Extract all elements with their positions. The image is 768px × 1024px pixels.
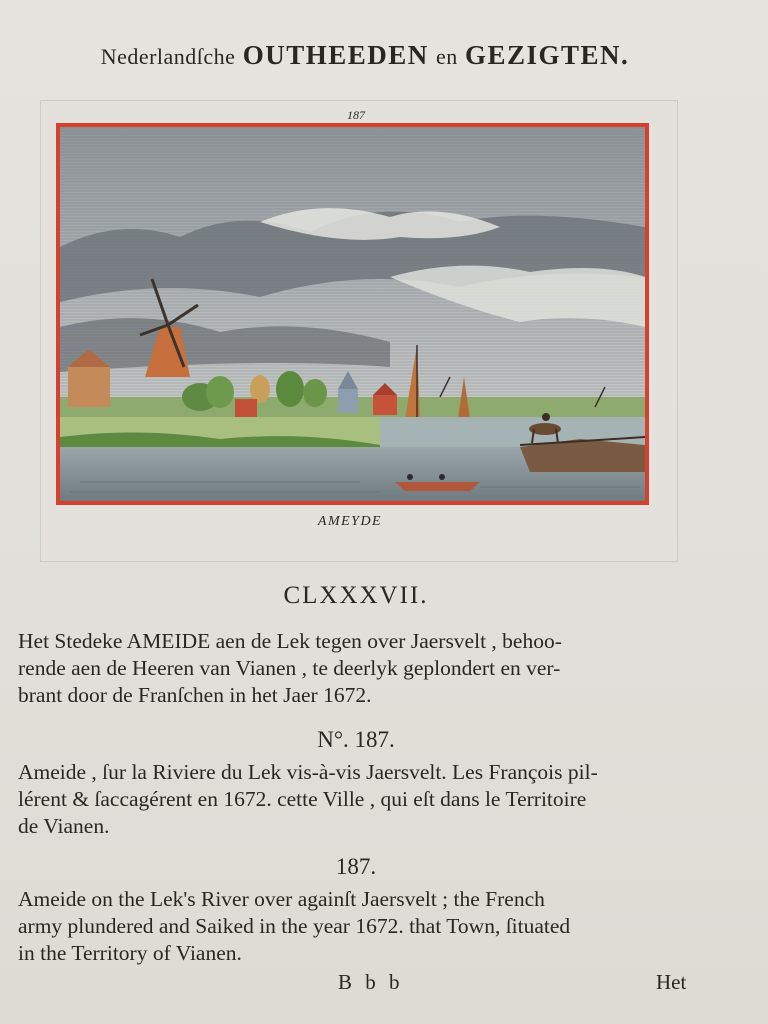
header-word-en: en <box>436 44 458 69</box>
header-word-gezigten: GEZIGTEN. <box>465 40 630 70</box>
french-entry-number: N°. 187. <box>317 727 395 752</box>
header-word-outheeden: OUTHEEDEN <box>242 40 429 70</box>
english-line-2: army plundered and Saiked in the year 1672. that Town, ſituated <box>18 914 571 938</box>
engraving-image <box>56 123 649 505</box>
dutch-description <box>18 628 708 709</box>
plate-number: 187 <box>347 108 365 122</box>
landscape-illustration <box>60 127 645 501</box>
signature-mark: B b b <box>338 970 404 994</box>
french-line-1: Ameide , ſur la Riviere du Lek vis-à-vis Jaersvelt. Les François pil- <box>18 760 598 784</box>
plate-caption: AMEYDE <box>317 514 383 529</box>
dutch-line-3: brant door de Franſchen in het Jaer 1672. <box>18 683 372 707</box>
dutch-line-1: Het Stedeke AMEIDE aen de Lek tegen over Jaersvelt , behoo- <box>18 629 562 653</box>
dutch-line-2: rende aen de Heeren van Vianen , te deerlyk geplondert en ver- <box>18 656 561 680</box>
section-numeral: CLXXXVII. <box>283 582 429 609</box>
catchword: Het <box>656 970 687 994</box>
french-description <box>18 759 708 840</box>
english-description <box>18 886 708 967</box>
header-word-nederlandsche: Nederlandſche <box>100 44 236 69</box>
english-line-3: in the Territory of Vianen. <box>18 941 242 965</box>
french-line-2: lérent & ſaccagérent en 1672. cette Ville , qui eſt dans le Territoire <box>18 787 587 811</box>
english-entry-number: 187. <box>335 854 377 879</box>
english-line-1: Ameide on the Lek's River over againſt Jaersvelt ; the French <box>18 887 545 911</box>
page-header <box>0 40 730 71</box>
french-line-3: de Vianen. <box>18 814 110 838</box>
